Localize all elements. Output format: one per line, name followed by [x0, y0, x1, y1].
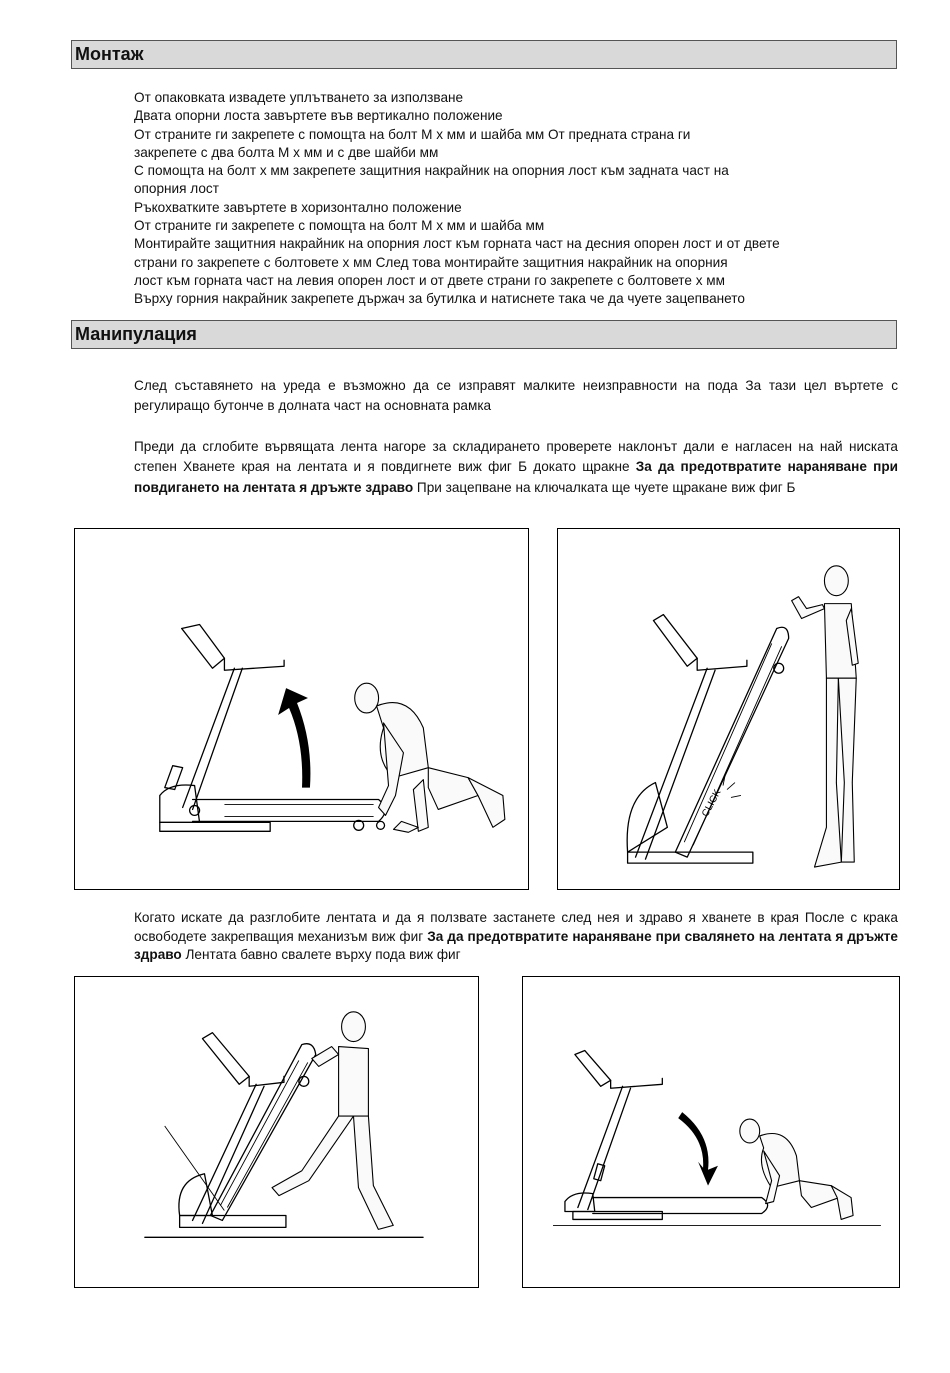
- treadmill-release-illustration: [75, 977, 478, 1287]
- treadmill-folded-illustration: [558, 529, 899, 889]
- warning-text: За да предотвратите нараняване при свалянето на лентата я дръжте здраво: [134, 928, 898, 963]
- standing-person-figure: [792, 566, 859, 867]
- instruction-line: опорния лост: [134, 181, 219, 197]
- instruction-line: Върху горния накрайник закрепете държач за бутилка и натиснете така че да чуете зацепването: [134, 291, 745, 307]
- instruction-line: От страните ги закрепете с помощта на болт М х мм и шайба мм От предната страна ги: [134, 126, 691, 142]
- paragraph-text: Лентата бавно свалете върху пода виж фиг: [181, 947, 461, 963]
- instruction-line: От страните ги закрепете с помощта на болт М х мм и шайба мм: [134, 218, 545, 234]
- warning-text: За да предотвратите нараняване при повдигането на лентата я дръжте здраво: [134, 459, 899, 495]
- instruction-line: Монтирайте защитния накрайник на опорния лост към горната част на десния опорен лост и от двете: [134, 236, 780, 252]
- kneeling-person-figure: [355, 683, 505, 832]
- section-heading-assembly: Монтаж: [71, 40, 897, 69]
- paragraph-text: Преди да сглобите вървящата лента нагоре за складирането проверете наклонът дали е нагласен на най ниската степен Хванете края на лентата и я повдигнете виж фиг Б докато щракне: [134, 439, 898, 475]
- paragraph-text: При зацепване на ключалката ще чуете щракане виж фиг Б: [413, 479, 796, 495]
- instruction-line: С помощта на болт х мм закрепете защитния накрайник на опорния лост към задната част на: [134, 163, 729, 179]
- assembly-instructions: [134, 89, 898, 309]
- paragraph-unfolding: [134, 909, 898, 965]
- leaning-person-figure: [272, 1012, 393, 1230]
- instruction-line: закрепете с два болта М х мм и с две шайби мм: [134, 144, 439, 160]
- section-heading-handling: Манипулация: [71, 320, 897, 349]
- paragraph-leveling: След съставянето на уреда е възможно да се изправят малките неизправности на пода За тази цел въртете с регулиращо бутонче в долната част на основната рамка: [134, 378, 898, 414]
- instruction-line: страни го закрепете с болтовете х мм След това монтирайте защитния накрайник на опорния: [134, 254, 728, 270]
- kneeling-person-figure-2: [740, 1119, 853, 1219]
- instruction-line: лост към горната част на левия опорен лост и от двете страни го закрепете с болтовете х мм: [134, 272, 725, 288]
- instruction-line: Двата опорни лоста завъртете във вертикално положение: [134, 108, 503, 124]
- click-label: CLICK: [700, 787, 724, 819]
- figure-lower-deck: [522, 976, 900, 1288]
- treadmill-lift-illustration: [75, 529, 528, 889]
- paragraph-folding: [134, 437, 898, 498]
- treadmill-lower-illustration: [523, 977, 899, 1287]
- figure-folded-upright: [557, 528, 900, 890]
- figure-release-lock: [74, 976, 479, 1288]
- instruction-line: От опаковката извадете уплътването за използване: [134, 90, 464, 105]
- paragraph-text: Когато искате да разглобите лентата и да я ползвате застанете след нея и здраво я хванете в края После с крака освободете закрепващия механизъм виж фиг: [134, 910, 898, 944]
- figure-lift-deck: [74, 528, 529, 890]
- instruction-line: Ръкохватките завъртете в хоризонтално положение: [134, 199, 462, 215]
